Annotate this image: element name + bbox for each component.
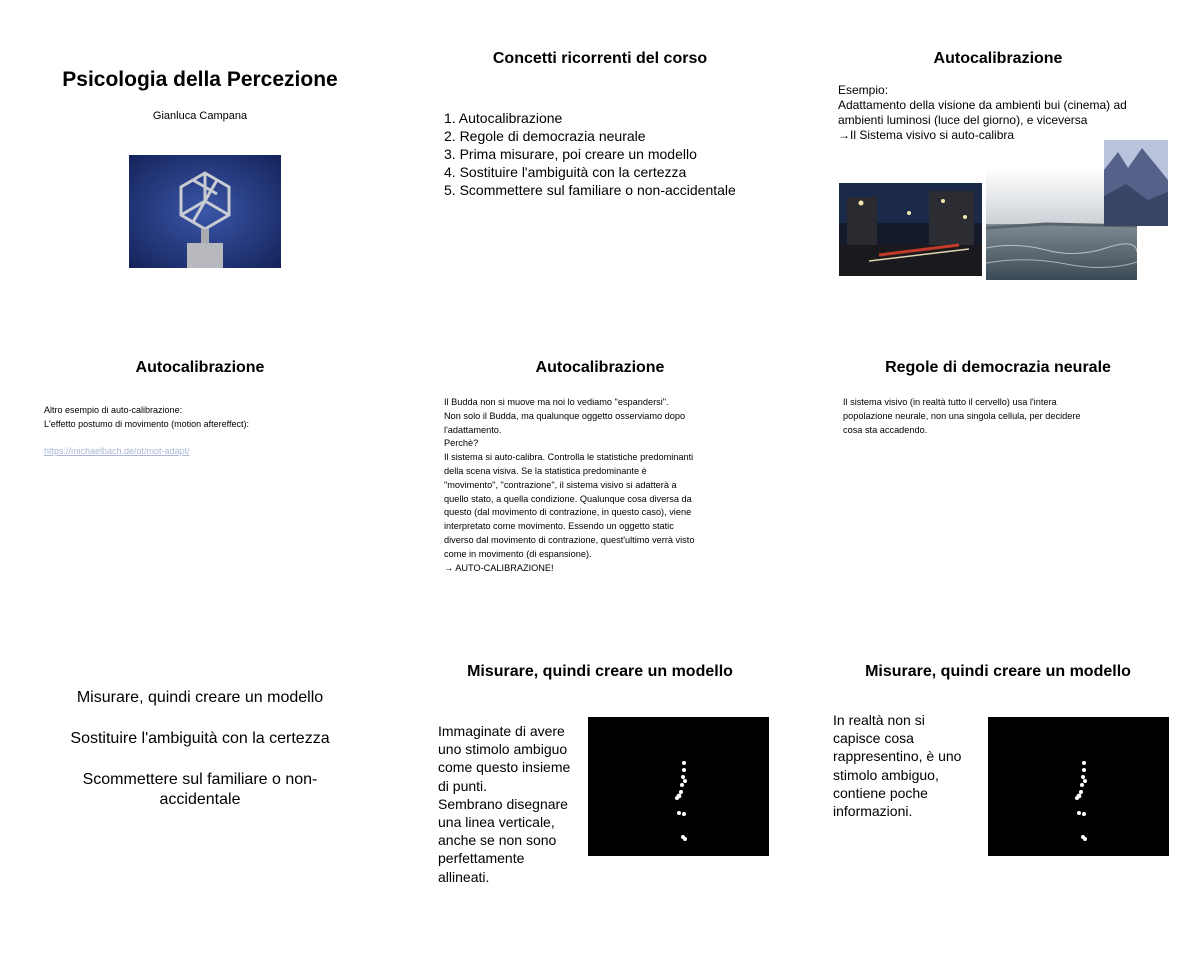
night-street-image bbox=[839, 183, 982, 276]
text-line: → AUTO-CALIBRAZIONE! bbox=[444, 562, 554, 573]
dot-stimulus-image bbox=[588, 717, 769, 856]
concept-list bbox=[444, 109, 736, 199]
slide-heading: Autocalibrazione bbox=[933, 50, 1063, 67]
text-line: questo (dal movimento di contrazione, in questo caso), viene bbox=[444, 507, 692, 518]
text-line: Non solo il Budda, ma qualunque oggetto osserviamo dopo bbox=[444, 410, 686, 421]
slide-heading: Regole di democrazia neurale bbox=[885, 359, 1111, 376]
text-line: Immaginate di avere bbox=[438, 723, 565, 739]
concept-item: Scommettere sul familiare o non- bbox=[82, 771, 318, 788]
slide-budda-explanation bbox=[402, 350, 798, 655]
slide-motion-aftereffect bbox=[2, 350, 398, 655]
text-line: informazioni. bbox=[833, 803, 913, 820]
list-item: 2. Regole di democrazia neurale bbox=[444, 128, 646, 144]
text-line: Esempio: bbox=[838, 83, 889, 97]
text-line: cosa sta accadendo. bbox=[843, 424, 928, 435]
text-line: come questo insieme bbox=[438, 759, 571, 776]
slide-measure-model-2 bbox=[800, 656, 1196, 961]
text-line: L'effetto postumo di movimento (motion aftereffect): bbox=[44, 419, 249, 429]
slide-measure-model-1 bbox=[402, 656, 798, 961]
cube-sculpture-image bbox=[129, 155, 281, 268]
page-title: Psicologia della Percezione bbox=[62, 68, 338, 91]
text-line: perfettamente bbox=[438, 850, 525, 867]
slide-heading: Autocalibrazione bbox=[535, 359, 665, 376]
text-line: ambienti luminosi (luce del giorno), e viceversa bbox=[838, 113, 1088, 127]
slide-body-text bbox=[438, 722, 570, 886]
text-line: Il sistema visivo (in realtà tutto il cervello) usa l'intera bbox=[843, 397, 1057, 407]
list-item: 3. Prima misurare, poi creare un modello bbox=[444, 146, 697, 162]
dot-stimulus-image bbox=[988, 717, 1169, 856]
slide-neural-democracy bbox=[800, 350, 1196, 655]
slide-title bbox=[2, 40, 398, 345]
list-item: 4. Sostituire l'ambiguità con la certezza bbox=[444, 164, 687, 180]
slide-autocalibration-example bbox=[800, 40, 1196, 345]
text-line: "movimento", "contrazione", il sistema visivo si adatterà a bbox=[444, 479, 677, 490]
motion-aftereffect-link[interactable]: https://michaelbach.de/ot/mot-adapt/ bbox=[44, 446, 190, 456]
slide-body-text bbox=[843, 396, 1081, 437]
text-line: Perchè? bbox=[444, 438, 479, 449]
slide-body-text bbox=[44, 403, 249, 458]
text-line: rappresentino, è uno bbox=[833, 748, 962, 765]
slide-body-text bbox=[838, 83, 1127, 143]
concept-item: accidentale bbox=[159, 791, 241, 808]
slide-heading: Misurare, quindi creare un modello bbox=[467, 663, 733, 680]
slide-concepts-summary bbox=[2, 656, 398, 961]
text-line: quello stato, a quella condizione. Qualunque cosa diversa da bbox=[444, 493, 692, 504]
text-line: capisce cosa bbox=[833, 730, 914, 747]
text-line: anche se non sono bbox=[438, 832, 557, 849]
spacer bbox=[44, 431, 249, 444]
text-line: di punti. bbox=[438, 777, 488, 794]
list-item: 5. Scommettere sul familiare o non-accidentale bbox=[444, 182, 736, 198]
text-line: stimolo ambiguo, bbox=[833, 766, 939, 783]
text-line: interpretato come movimento. Essendo un oggetto static bbox=[444, 521, 674, 532]
text-line: Il sistema si auto-calibra. Controlla le statistiche predominanti bbox=[444, 452, 694, 463]
text-line: popolazione neurale, non una singola cellula, per decidere bbox=[843, 410, 1081, 421]
text-line: contiene poche bbox=[833, 784, 928, 801]
slide-body-text bbox=[833, 711, 961, 820]
text-line: l'adattamento. bbox=[444, 424, 502, 435]
text-line: uno stimolo ambiguo bbox=[438, 741, 568, 758]
text-line: Adattamento della visione da ambienti bui (cinema) ad bbox=[838, 98, 1127, 112]
text-line: Sembrano disegnare bbox=[438, 795, 568, 812]
author-name: Gianluca Campana bbox=[152, 110, 248, 122]
mountain-image bbox=[1104, 140, 1168, 226]
text-line: come in movimento (di espansione). bbox=[444, 548, 592, 559]
concept-item: Misurare, quindi creare un modello bbox=[76, 689, 324, 706]
slide-heading: Misurare, quindi creare un modello bbox=[865, 663, 1131, 680]
text-line: allineati. bbox=[438, 868, 490, 885]
slide-body-text bbox=[444, 396, 694, 575]
list-item: 1. Autocalibrazione bbox=[444, 110, 563, 126]
slide-heading: Autocalibrazione bbox=[135, 359, 265, 376]
slide-course-concepts bbox=[402, 40, 798, 345]
slide-heading: Concetti ricorrenti del corso bbox=[492, 50, 708, 67]
concept-item: Sostituire l'ambiguità con la certezza bbox=[70, 730, 330, 747]
text-line: Altro esempio di auto-calibrazione: bbox=[44, 405, 183, 415]
text-line: una linea verticale, bbox=[438, 814, 555, 831]
text-line: della scena visiva. Se la statistica predominante è bbox=[444, 465, 647, 476]
text-line: diverso dal movimento di contrazione, quest'ultimo verrà visto bbox=[444, 534, 695, 545]
text-line: Il Budda non si muove ma noi lo vediamo "espandersi". bbox=[444, 397, 669, 407]
text-line: →Il Sistema visivo si auto-calibra bbox=[838, 128, 1015, 142]
text-line: In realtà non si bbox=[833, 712, 925, 728]
